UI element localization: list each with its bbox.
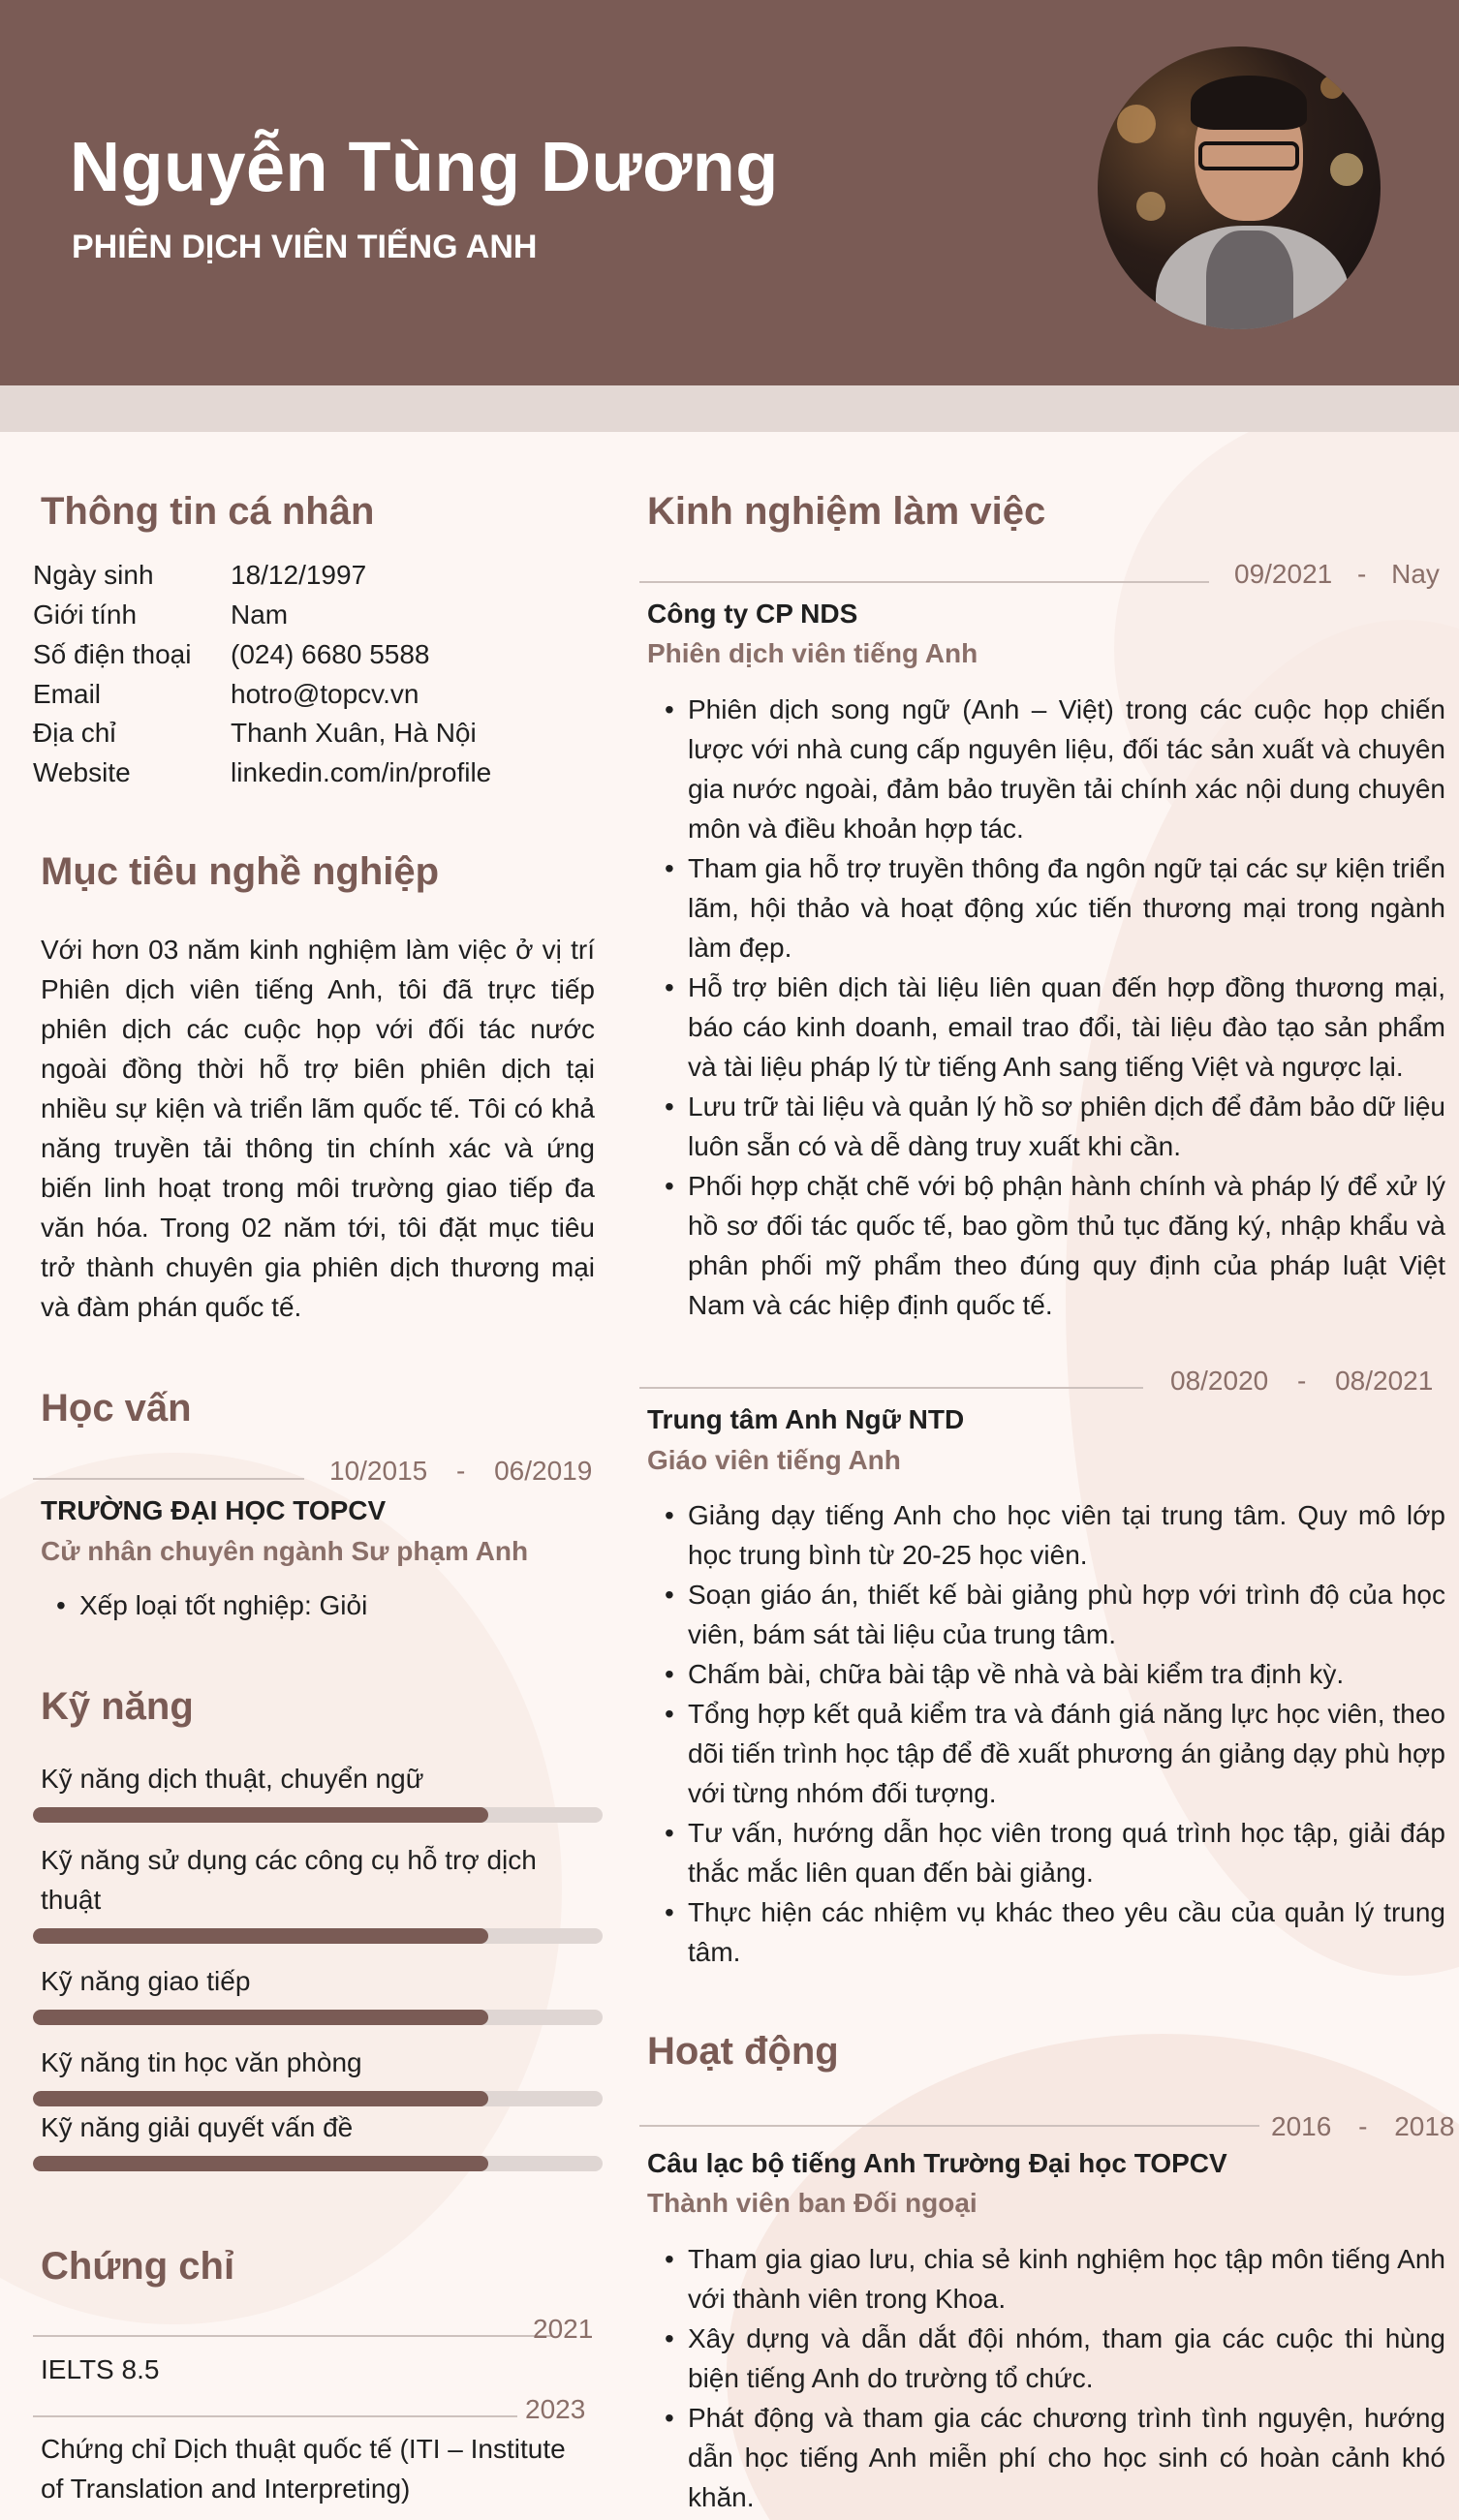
info-value: Nam [231, 599, 289, 630]
date-start: 10/2015 [329, 1456, 428, 1486]
skill-bar-fill [33, 1807, 488, 1823]
info-value: 18/12/1997 [231, 560, 367, 590]
objective-text: Với hơn 03 năm kinh nghiệm làm việc ở vị trí Phiên dịch viên tiếng Anh, tôi đã trực tiếp phiên dịch các cuộc họp với đối tác nước ngoài đồng thời hỗ trợ biên phiên dịch tại nhiều sự kiện và triển lãm quốc tế. Tôi có khả năng truyền tải thông tin chính xác và ứng biến linh hoạt trong môi trường giao tiếp đa văn hóa. Trong 02 năm tới, tôi đặt mục tiêu trở thành chuyên gia phiên dịch thương mại và đàm phán quốc tế. [41, 935, 595, 1322]
job-bullets [665, 690, 1445, 1325]
date-start: 08/2020 [1170, 1366, 1269, 1396]
divider [33, 2335, 552, 2337]
list-item: • Tổng hợp kết quả kiểm tra và đánh giá năng lực học viên, theo dõi tiến trình học tập để đề xuất phương án giảng dạy phù hợp với từng nhóm đối tượng. [665, 1694, 1445, 1813]
skills-heading: Kỹ năng [41, 1685, 194, 1728]
info-row-dob [33, 560, 366, 591]
skill-bar [33, 2091, 603, 2106]
list-item: • Thực hiện các nhiệm vụ khác theo yêu cầu của quản lý trung tâm. [665, 1892, 1445, 1972]
info-value: linkedin.com/in/profile [231, 757, 492, 787]
divider [33, 2415, 517, 2417]
date-separator: - [1357, 559, 1367, 589]
date-separator: - [1297, 1366, 1307, 1396]
certificate-year: 2021 [533, 2314, 594, 2344]
activity-org: Câu lạc bộ tiếng Anh Trường Đại học TOPCV [647, 2148, 1227, 2178]
experience-heading: Kinh nghiệm làm việc [647, 490, 1046, 533]
skill-bar [33, 1928, 603, 1944]
info-label: Địa chỉ [33, 718, 116, 748]
list-item: • Tham gia hỗ trợ truyền thông đa ngôn ngữ tại các sự kiện triển lãm, hội thảo và hoạt động xúc tiến thương mại trong ngành làm đẹp. [665, 848, 1445, 968]
activity-role: Thành viên ban Đối ngoại [647, 2188, 978, 2218]
divider [639, 581, 1209, 583]
company-name: Trung tâm Anh Ngữ NTD [647, 1404, 965, 1434]
skill-bar-fill [33, 2091, 488, 2106]
skill-label: Kỹ năng giải quyết vấn đề [41, 2112, 354, 2142]
header-divider-band [0, 385, 1459, 432]
activities-heading: Hoạt động [647, 2030, 839, 2073]
list-item: • Soạn giáo án, thiết kế bài giảng phù hợp với trình độ của học viên, bám sát tài liệu của trung tâm. [665, 1575, 1445, 1654]
job-role: Giáo viên tiếng Anh [647, 1445, 901, 1475]
divider [639, 2125, 1259, 2127]
skill-bar-fill [33, 2156, 488, 2171]
skill-label: Kỹ năng giao tiếp [41, 1966, 251, 1996]
certificate-year: 2023 [525, 2394, 586, 2424]
list-item: • Phối hợp chặt chẽ với bộ phận hành chính và pháp lý để xử lý hồ sơ đối tác quốc tế, bao gồm thủ tục đăng ký, nhập khẩu và phân phối mỹ phẩm theo đúng quy định của pháp luật Việt Nam và các hiệp định quốc tế. [665, 1166, 1445, 1325]
skill-label: Kỹ năng sử dụng các công cụ hỗ trợ dịch thuật [41, 1845, 537, 1915]
activity-date-range [1271, 2111, 1454, 2142]
date-end: 08/2021 [1335, 1366, 1434, 1396]
activity-bullets [665, 2239, 1445, 2517]
info-row-address [33, 718, 477, 749]
skill-bar-fill [33, 2010, 488, 2025]
skill-bar [33, 2156, 603, 2171]
info-value: (024) 6680 5588 [231, 639, 430, 669]
list-item: • Tư vấn, hướng dẫn học viên trong quá trình học tập, giải đáp thắc mắc liên quan đến bài giảng. [665, 1813, 1445, 1892]
school-name: TRƯỜNG ĐẠI HỌC TOPCV [41, 1495, 387, 1525]
list-item: • Lưu trữ tài liệu và quản lý hồ sơ phiên dịch để đảm bảo dữ liệu luôn sẵn có và dễ dàng truy xuất khi cần. [665, 1087, 1445, 1166]
date-start: 09/2021 [1234, 559, 1333, 589]
list-item: • Chấm bài, chữa bài tập về nhà và bài kiểm tra định kỳ. [665, 1654, 1445, 1694]
list-item: • Hỗ trợ biên dịch tài liệu liên quan đến hợp đồng thương mại, báo cáo kinh doanh, email trao đổi, tài liệu đào tạo sản phẩm và tài liệu pháp lý từ tiếng Anh sang tiếng Việt và ngược lại. [665, 968, 1445, 1087]
header-banner [0, 0, 1459, 385]
certificate-name: IELTS 8.5 [41, 2354, 160, 2384]
divider [33, 1478, 304, 1480]
info-row-gender [33, 599, 288, 630]
list-item: • Phiên dịch song ngữ (Anh – Việt) trong các cuộc họp chiến lược với nhà cung cấp nguyên liệu, đối tác sản xuất và chuyên gia nước ngoài, đảm bảo truyền tải chính xác nội dung chuyên môn và điều khoản hợp tác. [665, 690, 1445, 848]
objective-heading: Mục tiêu nghề nghiệp [41, 850, 440, 893]
job-bullets [665, 1495, 1445, 1972]
education-heading: Học vấn [41, 1387, 192, 1429]
info-label: Số điện thoại [33, 639, 192, 669]
company-name: Công ty CP NDS [647, 599, 858, 629]
info-label: Website [33, 757, 131, 787]
list-item: • Xây dựng và dẫn dắt đội nhóm, tham gia các cuộc thi hùng biện tiếng Anh do trường tổ chức. [665, 2319, 1445, 2398]
list-item: • Xếp loại tốt nghiệp: Giỏi [56, 1585, 599, 1625]
skill-label: Kỹ năng dịch thuật, chuyển ngữ [41, 1764, 424, 1794]
candidate-name: Nguyễn Tùng Dương [70, 129, 779, 206]
info-label: Ngày sinh [33, 560, 154, 590]
list-item: • Tham gia giao lưu, chia sẻ kinh nghiệm học tập môn tiếng Anh với thành viên trong Khoa. [665, 2239, 1445, 2319]
job-date-range [1234, 559, 1440, 590]
degree-major: Cử nhân chuyên ngành Sư phạm Anh [41, 1536, 529, 1566]
date-end: 06/2019 [494, 1456, 593, 1486]
job-role: Phiên dịch viên tiếng Anh [647, 638, 978, 668]
info-label: Email [33, 679, 102, 709]
date-separator: - [1358, 2111, 1368, 2141]
certificate-name: Chứng chỉ Dịch thuật quốc tế (ITI – Institute of Translation and Interpreting) [41, 2434, 566, 2504]
job-date-range [1170, 1366, 1433, 1397]
divider [639, 1387, 1143, 1389]
date-end: Nay [1391, 559, 1440, 589]
date-end: 2018 [1394, 2111, 1455, 2141]
date-start: 2016 [1271, 2111, 1332, 2141]
avatar [1098, 46, 1381, 329]
info-row-email [33, 679, 419, 710]
info-label: Giới tính [33, 599, 138, 630]
skill-label: Kỹ năng tin học văn phòng [41, 2047, 362, 2077]
skill-bar [33, 2010, 603, 2025]
personal-info-heading: Thông tin cá nhân [41, 490, 375, 533]
skill-bar-fill [33, 1928, 488, 1944]
certificates-heading: Chứng chỉ [41, 2245, 235, 2288]
info-value: hotro@topcv.vn [231, 679, 419, 709]
info-row-website [33, 757, 491, 788]
list-item: • Giảng dạy tiếng Anh cho học viên tại trung tâm. Quy mô lớp học trung bình từ 20-25 học viên. [665, 1495, 1445, 1575]
skill-bar [33, 1807, 603, 1823]
education-bullets [56, 1585, 599, 1625]
date-separator: - [456, 1456, 466, 1486]
education-date-range [329, 1456, 592, 1487]
info-value: Thanh Xuân, Hà Nội [231, 718, 477, 748]
list-item: • Phát động và tham gia các chương trình tình nguyện, hướng dẫn học tiếng Anh miễn phí cho học sinh có hoàn cảnh khó khăn. [665, 2398, 1445, 2517]
info-row-phone [33, 639, 430, 670]
job-title: PHIÊN DỊCH VIÊN TIẾNG ANH [72, 229, 538, 265]
